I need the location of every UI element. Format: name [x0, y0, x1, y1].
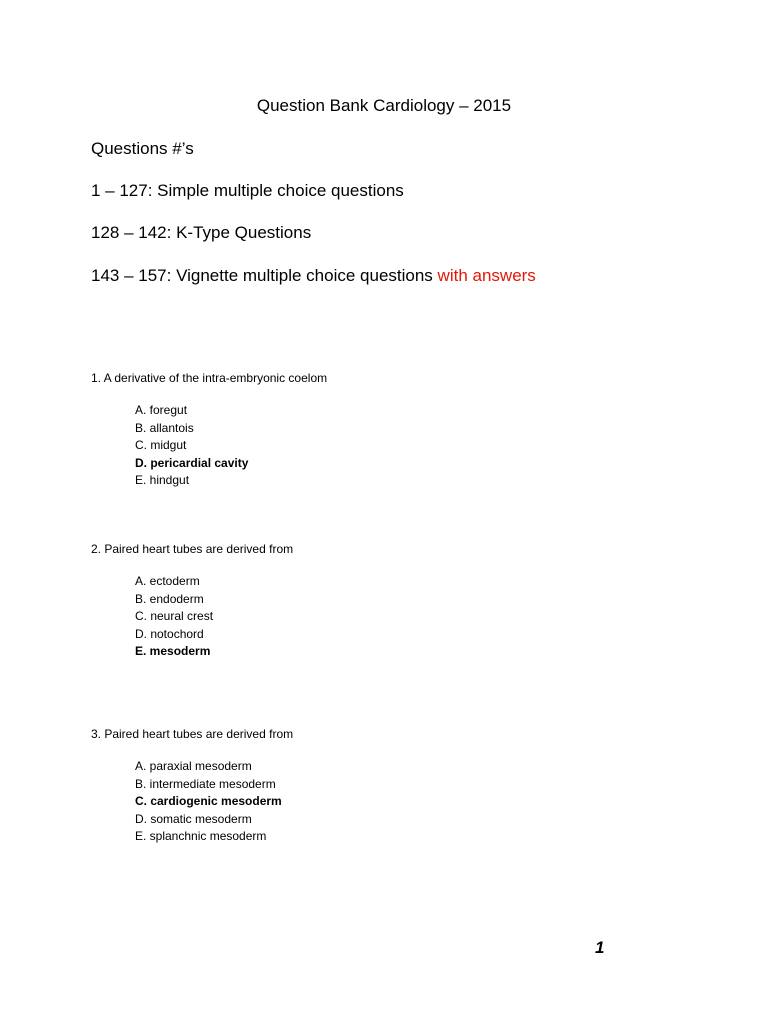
question-1-option-d-correct: D. pericardial cavity: [135, 455, 249, 470]
question-3-options: [135, 758, 282, 846]
range-line-ktype: [91, 222, 311, 244]
page-number: 1: [595, 938, 605, 957]
range-text: 128 – 142: K-Type Questions: [91, 223, 312, 242]
range-line-simple: [91, 180, 404, 202]
question-1-option-e: E. hindgut: [135, 473, 190, 487]
question-2-options: [135, 573, 213, 661]
question-3-option-b: B. intermediate mesoderm: [135, 776, 276, 791]
range-text: 1 – 127: Simple multiple choice questions: [91, 181, 404, 200]
question-1-option-c: C. midgut: [135, 438, 187, 452]
question-3-option-a: A. paraxial mesoderm: [135, 759, 252, 773]
range-line-vignette: [91, 265, 536, 287]
question-2-option-e-correct: E. mesoderm: [135, 644, 211, 658]
question-2-option-d: D. notochord: [135, 626, 204, 641]
question-3-option-d: D. somatic mesoderm: [135, 811, 252, 826]
question-2-stem: 2. Paired heart tubes are derived from: [91, 542, 294, 556]
with-answers-highlight: with answers: [437, 266, 536, 285]
question-1-option-a: A. foregut: [135, 403, 188, 417]
range-text: 143 – 157: Vignette multiple choice questions: [91, 266, 438, 285]
question-2-option-a: A. ectoderm: [135, 574, 200, 588]
question-1-stem: 1. A derivative of the intra-embryonic coelom: [91, 371, 328, 385]
question-1-options: [135, 402, 248, 490]
questions-heading: Questions #’s: [91, 139, 194, 158]
question-3-option-c-correct: C. cardiogenic mesoderm: [135, 794, 282, 808]
question-3-option-e: E. splanchnic mesoderm: [135, 829, 267, 843]
question-3-stem: 3. Paired heart tubes are derived from: [91, 727, 294, 741]
document-title: Question Bank Cardiology – 2015: [256, 96, 512, 115]
question-2-option-c: C. neural crest: [135, 609, 214, 623]
question-1-option-b: B. allantois: [135, 420, 194, 435]
question-2-option-b: B. endoderm: [135, 591, 204, 606]
